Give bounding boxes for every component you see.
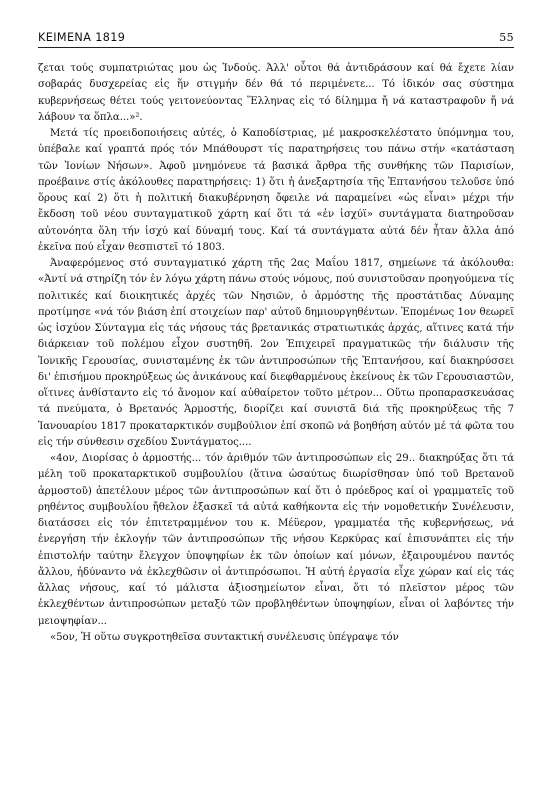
paragraph: Μετά τίς προειδοποιήσεις αὐτές, ὁ Καποδίστριας, μέ μακροσκελέστατο ὑπόμνημα του, ὑπέβαλε καί γραπτά πρός τόν Μπάθουρστ τίς παρατηρήσεις του πάνω στήν «κατάσταση τῶν Ἰονίων Νήσων». Ἀφοῦ μνημόνευε τά βασικά ἄρθρα τῆς συνθήκης τῶν Παρισίων, προέβαινε στίς ἀκόλουθες παρατηρήσεις: 1) ὅτι ἡ ἀνεξαρτησία τῆς Ἑπτανήσου τελοῦσε ὑπό ὅρους καί 2) ὅτι ἡ πολιτική διακυβέρνηση ὄφειλε νά παραμείνει «ὡς εἶναι» μέχρι τήν ἔκδοση τοῦ νέου συνταγματικοῦ χάρτη καί ὅτι τά «ἐν ἰσχύϊ» συντάγματα διατηροῦσαν αὐτονόητα ὅλη τήν ἰσχύ καί δύναμή τους. Καί τά συντάγματα αὐτά δέν ἦταν ἄλλα ἀπό ἐκεῖνα πού εἶχαν θεσπιστεῖ τό 1803. — [38, 128, 514, 253]
body-text — [38, 61, 514, 646]
paragraph: «4ον, Διορίσας ὁ ἁρμοστής... τόν ἀριθμόν τῶν ἀντιπροσώπων εἰς 29.. διακηρύξας ὅτι τά μέλη τοῦ προκαταρκτικοῦ συμβουλίου (ἅτινα ὡσαύτως διωρίσθησαν ὑπό τοῦ Βρετανοῦ ἁρμοστοῦ) ἀπετέλουν μέρος τῶν ἀντιπροσώπων καί ὅτι ὁ πρόεδρος καί οἱ γραμματεῖς τοῦ ρηθέντος συμβουλίου ἤθελον ἐξασκεῖ τά αὐτά καθήκοντα εἰς τήν νομοθετικήν Συνέλευσιν, διατάσσει εἰς τόν ἐπιτετραμμένον του κ. Μέϋερον, γραμματέα τῆς κυβερνήσεως, νά ἐνεργήση τήν ἐκλογήν τῶν ἀντιπροσώπων τῆς νήσου Κερκύρας καί ἐπισυνάπτει εἰς τήν ἐπιστολήν ταύτην ἔλεγχον ὑποψηφίων ἐκ τῶν ὁποίων καί μόνων, ἐξαιρουμένου παντός ἄλλου, ἠδύναντο νά ἐκλεχθῶσιν οἱ ἀντιπρόσωποι. Ἡ αὐτή ἐργασία εἶχε χώραν καί εἰς τάς ἄλλας νήσους, καί τό μάλιστα ἀξιοσημείωτον εἶναι, ὅτι τό πλεῖστον μέρος τῶν ἐκλεχθέντων ἀντιπροσώπων μεταξύ τῶν προβληθέντων ὑποψηφίων, εἶναι οἱ λαβόντες τήν μειοψηφίαν... — [38, 453, 514, 627]
running-title: ΚΕΙΜΕΝΑ 1819 — [38, 31, 126, 44]
page-number: 55 — [499, 31, 514, 44]
paragraph: «5ον, Ἡ οὕτω συγκροτηθεῖσα συντακτική συνέλευσις ὑπέγραψε τόν — [50, 631, 399, 643]
running-header — [38, 31, 514, 48]
paragraph: Ἀναφερόμενος στό συνταγματικό χάρτη τῆς 2ας Μαΐου 1817, σημείωνε τά ἀκόλουθα: «Ἀντί νά στηρίζη τόν ἐν λόγω χάρτη πάνω στούς νόμους, πού συνιστοῦσαν προηγούμενα τίς πολιτικές καί διοικητικές ἀρχές τῶν Νησιῶν, ὁ ἁρμόστης τῆς προστάτιδας Δύναμης προτίμησε «νά τόν βιάση ἐπί στοιχείων παρ' αὐτοῦ δημιουργηθέντων. Ἐπομένως 1ον θεωρεῖ ὡς ἰσχύον Σύνταγμα εἰς τάς νήσους τάς βρετανικάς στρατιωτικάς ἀρχάς, αἵτινες κατά τήν διάρκειαν τοῦ πολέμου εἶχον συστηθῆ. 2ον Ἐπιχειρεῖ πραγματικῶς τήν διάλυσιν τῆς Ἰονικῆς Γερουσίας, συνισταμένης ἐκ τῶν ἀντιπροσώπων τῆς Ἑπτανήσου, καί διακηρύσσει δι' ἐπισήμου προκηρύξεως ὡς ἀνικάνους καί διεφθαρμένους ἐκείνους ἐκ τῶν Γερουσιαστῶν, οἵτινες ἀνθίσταντο εἰς τό ἄνομον καί αὐθαίρετον τοῦτο μέτρον... Οὕτω προπαρασκευάσας τά πνεύματα, ὁ Βρετανός Ἁρμοστής, διορίζει καί συνιστᾶ διά τῆς προκηρύξεως τῆς 7 Ἰανουαρίου 1817 προκαταρκτικόν συμβούλιον ἐπί σκοπῶ νά βοηθήση αὐτόν μέ τά φῶτα του εἰς τήν σύνθεσιν σχεδίου Συντάγματος.... — [38, 258, 514, 448]
paragraph-continued: ζεται τούς συμπατριώτας μου ὡς Ἰνδούς. Ἀλλ' οὗτοι θά ἀντιδράσουν καί θά ἔχετε λίαν σοβαράς δυσχερείας εἰς ἥν στιγμήν δέν θά τό περιμένετε... Τό ἰδικόν σας σύστημα κυβερνήσεως θέτει τούς γειτονεύοντας Ἕλληνας εἰς τό δίλημμα ἤ νά καταστραφοῦν ἤ νά λάβουν τα ὅπλα...»². — [38, 63, 514, 123]
